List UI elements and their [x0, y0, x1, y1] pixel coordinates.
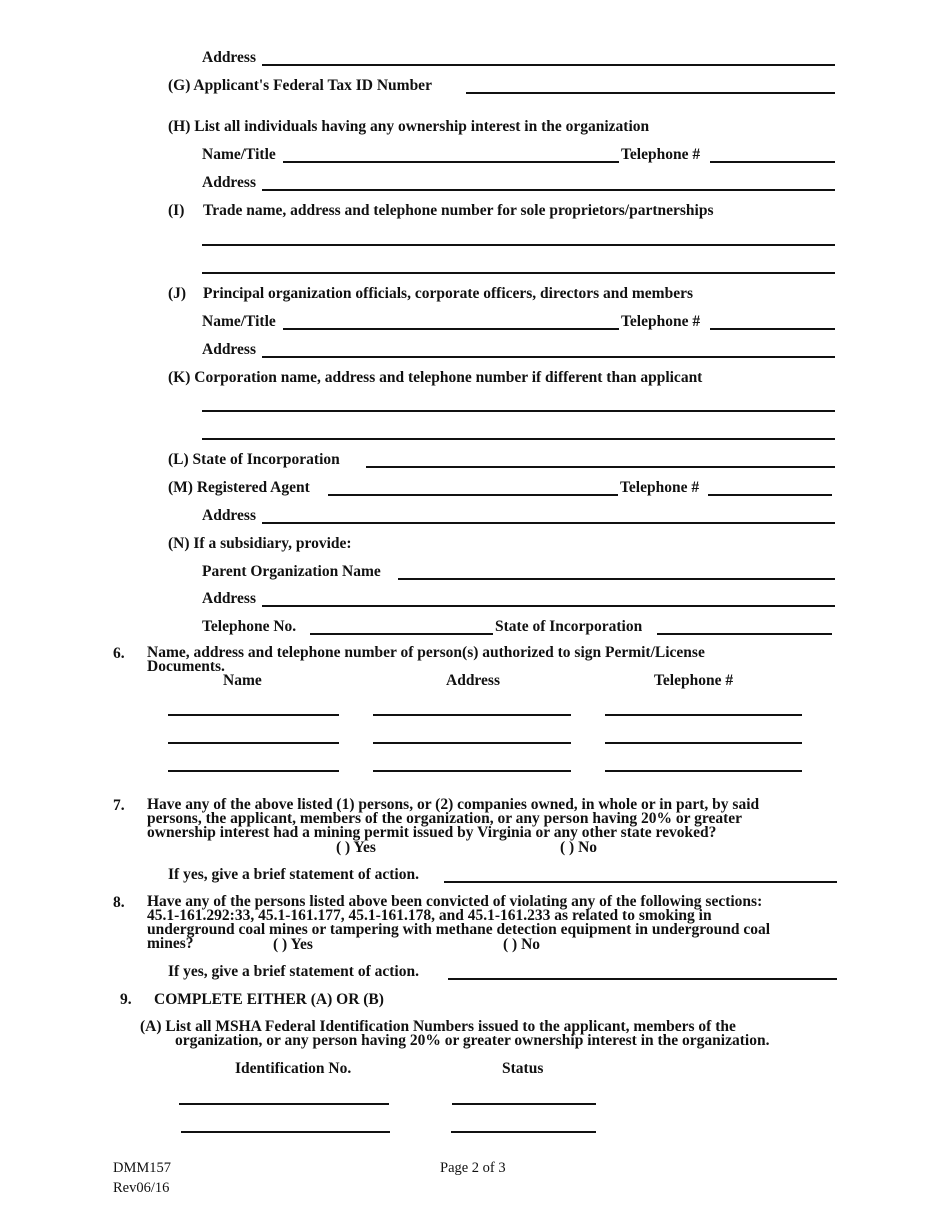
- q6-address-field-3[interactable]: [373, 770, 571, 772]
- section-n-heading: (N) If a subsidiary, provide:: [168, 535, 352, 552]
- q7-statement-field[interactable]: [444, 881, 837, 883]
- j-telephone-label: Telephone #: [621, 313, 701, 330]
- q7-line-3: ownership interest had a mining permit issued by Virginia or any other state revoked?: [147, 824, 717, 841]
- q9-status-field-2[interactable]: [451, 1131, 596, 1133]
- telephone-no-field[interactable]: [310, 633, 493, 635]
- q9-col-identification: Identification No.: [235, 1060, 352, 1077]
- q6-text: [147, 646, 705, 674]
- q8-number: 8.: [113, 894, 125, 911]
- section-j-marker: (J): [168, 285, 187, 302]
- section-j-heading: Principal organization officials, corporate officers, directors and members: [203, 285, 694, 302]
- registered-agent-field[interactable]: [328, 494, 618, 496]
- n-state-inc-field[interactable]: [657, 633, 832, 635]
- h-name-title-label: Name/Title: [202, 146, 276, 163]
- h-address-label: Address: [202, 174, 256, 191]
- q9-id-field-1[interactable]: [179, 1103, 389, 1105]
- q6-address-field-2[interactable]: [373, 742, 571, 744]
- q6-name-field-3[interactable]: [168, 770, 339, 772]
- q8-no-option[interactable]: ( ) No: [503, 936, 541, 953]
- q6-col-name: Name: [223, 672, 262, 689]
- q7-line-2: persons, the applicant, members of the organization, or any person having 20% or greater: [147, 810, 743, 827]
- q6-name-field-1[interactable]: [168, 714, 339, 716]
- j-address-field[interactable]: [262, 356, 835, 358]
- i-line-1[interactable]: [202, 244, 835, 246]
- m-telephone-label: Telephone #: [620, 479, 700, 496]
- i-line-2[interactable]: [202, 272, 835, 274]
- section-h-heading: (H) List all individuals having any ownership interest in the organization: [168, 118, 650, 135]
- q7-text: [147, 798, 759, 840]
- q9-id-field-2[interactable]: [181, 1131, 390, 1133]
- q9-title: COMPLETE EITHER (A) OR (B): [154, 991, 384, 1008]
- q9-col-status: Status: [502, 1060, 544, 1077]
- q7-line-1: Have any of the above listed (1) persons, or (2) companies owned, in whole or in part, by said: [147, 796, 760, 813]
- state-incorporation-label: (L) State of Incorporation: [168, 451, 340, 468]
- footer-form-id: DMM157: [113, 1160, 172, 1176]
- parent-org-field[interactable]: [398, 578, 835, 580]
- h-name-title-field[interactable]: [283, 161, 619, 163]
- j-telephone-field[interactable]: [710, 328, 835, 330]
- footer-revision: Rev06/16: [113, 1180, 170, 1196]
- q8-statement-field[interactable]: [448, 978, 837, 980]
- section-i-marker: (I): [168, 202, 185, 219]
- q6-telephone-field-2[interactable]: [605, 742, 802, 744]
- footer-page-number: Page 2 of 3: [440, 1160, 506, 1176]
- n-state-inc-label: State of Incorporation: [495, 618, 643, 635]
- q9-a-line-2: organization, or any person having 20% or greater ownership interest in the organization.: [175, 1032, 770, 1049]
- h-telephone-field[interactable]: [710, 161, 835, 163]
- state-incorporation-field[interactable]: [366, 466, 835, 468]
- federal-tax-id-label: (G) Applicant's Federal Tax ID Number: [168, 77, 432, 94]
- q9-number: 9.: [120, 991, 132, 1008]
- m-address-field[interactable]: [262, 522, 835, 524]
- q8-yes-option[interactable]: ( ) Yes: [273, 936, 313, 953]
- m-telephone-field[interactable]: [708, 494, 832, 496]
- j-name-title-field[interactable]: [283, 328, 619, 330]
- address-field-f[interactable]: [262, 64, 835, 66]
- q8-line-3: underground coal mines or tampering with methane detection equipment in underground coal: [147, 921, 771, 938]
- telephone-no-label: Telephone No.: [202, 618, 297, 635]
- federal-tax-id-field[interactable]: [466, 92, 835, 94]
- q8-line-4: mines?: [147, 935, 194, 952]
- q7-number: 7.: [113, 797, 125, 814]
- h-address-field[interactable]: [262, 189, 835, 191]
- q6-col-address: Address: [446, 672, 500, 689]
- j-name-title-label: Name/Title: [202, 313, 276, 330]
- n-address-field[interactable]: [262, 605, 835, 607]
- q6-col-telephone: Telephone #: [654, 672, 734, 689]
- q8-statement-label: If yes, give a brief statement of action.: [168, 963, 419, 980]
- q6-telephone-field-1[interactable]: [605, 714, 802, 716]
- section-i-heading: Trade name, address and telephone number for sole proprietors/partnerships: [203, 202, 714, 219]
- q6-line-2: Documents.: [147, 658, 225, 675]
- q9-a-line-1: (A) List all MSHA Federal Identification Numbers issued to the applicant, members of the: [140, 1018, 736, 1035]
- registered-agent-label: (M) Registered Agent: [168, 479, 310, 496]
- m-address-label: Address: [202, 507, 256, 524]
- n-address-label: Address: [202, 590, 256, 607]
- q8-line-2: 45.1-161.292:33, 45.1-161.177, 45.1-161.178, and 45.1-161.233 as related to smoking in: [147, 907, 712, 924]
- q7-no-option[interactable]: ( ) No: [560, 839, 598, 856]
- address-label-f: Address: [202, 49, 256, 66]
- q6-number: 6.: [113, 645, 125, 662]
- j-address-label: Address: [202, 341, 256, 358]
- q9-status-field-1[interactable]: [452, 1103, 596, 1105]
- q7-statement-label: If yes, give a brief statement of action.: [168, 866, 419, 883]
- q8-text: [147, 895, 770, 951]
- q7-yes-option[interactable]: ( ) Yes: [336, 839, 376, 856]
- section-k-heading: (K) Corporation name, address and telephone number if different than applicant: [168, 369, 703, 386]
- q6-telephone-field-3[interactable]: [605, 770, 802, 772]
- parent-org-label: Parent Organization Name: [202, 563, 381, 580]
- h-telephone-label: Telephone #: [621, 146, 701, 163]
- q6-name-field-2[interactable]: [168, 742, 339, 744]
- q6-address-field-1[interactable]: [373, 714, 571, 716]
- k-line-2[interactable]: [202, 438, 835, 440]
- k-line-1[interactable]: [202, 410, 835, 412]
- q6-line-1: Name, address and telephone number of person(s) authorized to sign Permit/License: [147, 644, 705, 661]
- q8-line-1: Have any of the persons listed above been convicted of violating any of the following sections:: [147, 893, 763, 910]
